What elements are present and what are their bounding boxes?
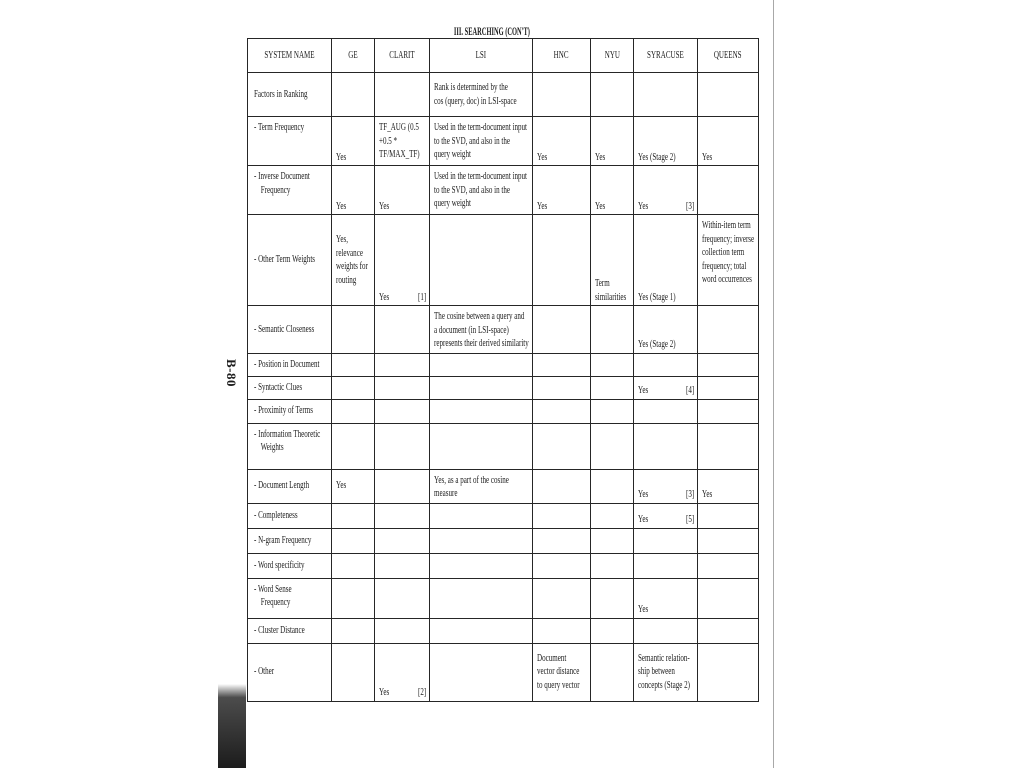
cell-value: Yes [336,200,347,212]
footnote-marker: [5] [685,514,694,525]
row-label: - Document Length [254,480,310,492]
cell-lsi [430,503,533,528]
table-row [248,166,759,215]
cell-hnc [533,469,591,503]
table-row [248,306,759,354]
cell-clarit [375,528,430,553]
cell-hnc [533,399,591,423]
cell-syracuse [634,578,698,618]
cell-queens [698,503,759,528]
cell-hnc [533,643,591,701]
cell-nyu [591,578,634,618]
column-header-syracuse [634,39,698,73]
cell-syracuse [634,399,698,423]
cell-ge [332,166,375,215]
side-page-label: B-80 [224,359,239,387]
cell-value: Rank is determined by the cos (query, doc) in LSI-space [434,82,517,107]
row-label: Factors in Ranking [254,88,308,100]
cell-value: Term similarities [595,278,627,303]
cell-clarit [375,503,430,528]
cell-nyu [591,73,634,117]
cell-nyu [591,643,634,701]
cell-queens [698,399,759,423]
cell-clarit [375,553,430,578]
cell-hnc [533,353,591,376]
table-row [248,618,759,643]
cell-queens [698,618,759,643]
column-header-label: SYRACUSE [647,49,684,61]
cell-value: Yes [638,200,649,212]
cell-queens [698,73,759,117]
column-header-ge [332,39,375,73]
cell-queens [698,643,759,701]
cell-lsi [430,553,533,578]
cell-hnc [533,166,591,215]
cell-value: Yes [379,687,390,698]
row-label: - Position in Document [254,358,320,370]
cell-syracuse [634,643,698,701]
column-header-queens [698,39,759,73]
cell-value: Yes [638,385,649,396]
cell-nyu [591,503,634,528]
cell-value: Within-item term frequency; inverse collection term frequency; total word occurrences [702,220,755,285]
cell-syracuse [634,618,698,643]
column-header-lsi [430,39,533,73]
cell-clarit [375,117,430,166]
cell-ge [332,618,375,643]
row-label-cell [248,643,332,701]
cell-nyu [591,376,634,399]
table-body [248,73,759,702]
cell-hnc [533,117,591,166]
cell-clarit [375,643,430,701]
row-label: - Proximity of Terms [254,405,313,417]
cell-lsi [430,376,533,399]
cell-syracuse [634,117,698,166]
cell-nyu [591,528,634,553]
table-row [248,553,759,578]
row-label-cell [248,528,332,553]
cell-value: Yes, relevance weights for routing [336,234,368,286]
row-label: - Word Sense Frequency [254,583,292,608]
cell-queens [698,117,759,166]
column-header-label: LSI [475,49,487,61]
table-row [248,117,759,166]
cell-ge [332,215,375,306]
column-header-label: NYU [604,49,620,61]
cell-hnc [533,553,591,578]
row-label-cell [248,376,332,399]
cell-value: Yes [537,200,548,212]
page-title-text: III. SEARCHING (CON'T) [453,26,531,38]
cell-lsi [430,528,533,553]
row-label: - Other Term Weights [254,254,316,266]
table-row [248,469,759,503]
cell-value: Used in the term-document input to the SVD, and also in the query weight [434,122,528,160]
row-label-cell [248,353,332,376]
cell-queens [698,215,759,306]
column-header-label: SYSTEM NAME [264,49,315,61]
cell-value: Used in the term-document input to the SVD, and also in the query weight [434,171,528,209]
cell-value: The cosine between a query and a document (in LSI-space) represents their derived similarity [434,311,529,349]
cell-clarit [375,578,430,618]
cell-syracuse [634,215,698,306]
cell-clarit [375,469,430,503]
cell-clarit [375,618,430,643]
cell-value: Yes [702,489,713,500]
cell-hnc [533,423,591,469]
cell-lsi [430,353,533,376]
row-label: - Term Frequency [254,122,305,133]
row-label: - Cluster Distance [254,624,305,636]
cell-ge [332,503,375,528]
cell-syracuse [634,469,698,503]
table-row [248,376,759,399]
table-row [248,215,759,306]
cell-clarit [375,215,430,306]
cell-hnc [533,578,591,618]
column-header-system-name [248,39,332,73]
cell-value: Yes [702,151,713,163]
cell-syracuse [634,306,698,354]
table-row [248,578,759,618]
cell-value: Yes [379,291,390,303]
cell-hnc [533,306,591,354]
table-row [248,643,759,701]
row-label-cell [248,166,332,215]
cell-clarit [375,306,430,354]
cell-lsi [430,117,533,166]
cell-syracuse [634,503,698,528]
cell-ge [332,117,375,166]
cell-clarit [375,73,430,117]
cell-value: Yes, as a part of the cosine measure [434,474,509,499]
cell-content [638,488,694,502]
cell-queens [698,469,759,503]
row-label-cell [248,618,332,643]
scan-shadow [218,684,246,768]
searching-factors-table [247,38,759,702]
cell-value: Yes (Stage 1) [638,291,676,303]
cell-queens [698,423,759,469]
row-label-cell [248,578,332,618]
footnote-marker: [1] [417,291,426,303]
cell-content [379,686,426,700]
column-header-hnc [533,39,591,73]
cell-ge [332,376,375,399]
cell-syracuse [634,528,698,553]
cell-hnc [533,376,591,399]
cell-clarit [375,399,430,423]
cell-value: TF_AUG (0.5 +0.5 * TF/MAX_TF) [379,122,420,160]
cell-nyu [591,215,634,306]
cell-value: Yes [379,200,390,212]
table-row [248,399,759,423]
cell-lsi [430,643,533,701]
cell-hnc [533,73,591,117]
row-label-cell [248,73,332,117]
header-row [248,39,759,73]
cell-queens [698,166,759,215]
cell-value: Yes [336,151,347,163]
column-header-nyu [591,39,634,73]
cell-queens [698,553,759,578]
row-label: - Other [254,666,275,678]
cell-value: Yes [537,151,548,163]
row-label: - Word specificity [254,559,305,571]
cell-nyu [591,423,634,469]
cell-lsi [430,469,533,503]
row-label: - Semantic Closeness [254,323,315,335]
cell-nyu [591,306,634,354]
cell-queens [698,353,759,376]
cell-queens [698,376,759,399]
cell-syracuse [634,376,698,399]
row-label-cell [248,503,332,528]
cell-value: Yes [595,151,606,163]
column-header-clarit [375,39,430,73]
footnote-marker: [3] [685,489,694,500]
cell-value: Yes (Stage 2) [638,151,676,163]
cell-lsi [430,578,533,618]
cell-lsi [430,166,533,215]
cell-syracuse [634,353,698,376]
cell-queens [698,528,759,553]
cell-queens [698,578,759,618]
cell-ge [332,578,375,618]
cell-nyu [591,469,634,503]
cell-nyu [591,399,634,423]
cell-ge [332,643,375,701]
cell-queens [698,306,759,354]
cell-syracuse [634,73,698,117]
footnote-marker: [4] [685,385,694,396]
cell-value: Yes [595,200,606,212]
table-row [248,353,759,376]
page-edge [773,0,774,768]
cell-clarit [375,423,430,469]
column-header-label: GE [348,49,358,61]
table-row [248,528,759,553]
table-row [248,73,759,117]
cell-value: Semantic relation- ship between concepts (Stage 2) [638,652,690,691]
cell-lsi [430,215,533,306]
row-label: - Information Theoretic Weights [254,428,321,453]
footnote-marker: [2] [417,687,426,698]
row-label-cell [248,117,332,166]
cell-content [638,200,694,214]
cell-syracuse [634,553,698,578]
cell-syracuse [634,166,698,215]
row-label: - Completeness [254,509,298,521]
cell-content [638,513,694,527]
cell-lsi [430,423,533,469]
cell-nyu [591,618,634,643]
cell-ge [332,469,375,503]
table-row [248,423,759,469]
row-label: - N-gram Frequency [254,534,312,546]
row-label-cell [248,469,332,503]
row-label: - Syntactic Clues [254,381,303,393]
cell-ge [332,553,375,578]
cell-hnc [533,503,591,528]
cell-ge [332,73,375,117]
cell-value: Yes (Stage 2) [638,339,676,350]
cell-content [638,384,694,398]
cell-lsi [430,399,533,423]
row-label-cell [248,215,332,306]
cell-value: Document vector distance to query vector [537,652,580,691]
cell-clarit [375,376,430,399]
cell-lsi [430,618,533,643]
cell-nyu [591,166,634,215]
cell-clarit [375,353,430,376]
cell-syracuse [634,423,698,469]
column-header-label: HNC [554,49,569,61]
cell-nyu [591,353,634,376]
row-label-cell [248,553,332,578]
cell-hnc [533,618,591,643]
cell-value: Yes [638,514,649,525]
cell-nyu [591,117,634,166]
cell-nyu [591,553,634,578]
cell-lsi [430,73,533,117]
table-row [248,503,759,528]
cell-value: Yes [638,604,649,615]
row-label: - Inverse Document Frequency [254,171,310,196]
cell-content [379,291,426,305]
cell-clarit [375,166,430,215]
footnote-marker: [3] [685,200,694,212]
cell-hnc [533,528,591,553]
column-header-label: QUEENS [714,49,742,61]
row-label-cell [248,399,332,423]
column-header-label: CLARIT [389,49,415,61]
cell-value: Yes [638,489,649,500]
cell-value: Yes [336,480,347,492]
cell-lsi [430,306,533,354]
cell-hnc [533,215,591,306]
row-label-cell [248,423,332,469]
row-label-cell [248,306,332,354]
